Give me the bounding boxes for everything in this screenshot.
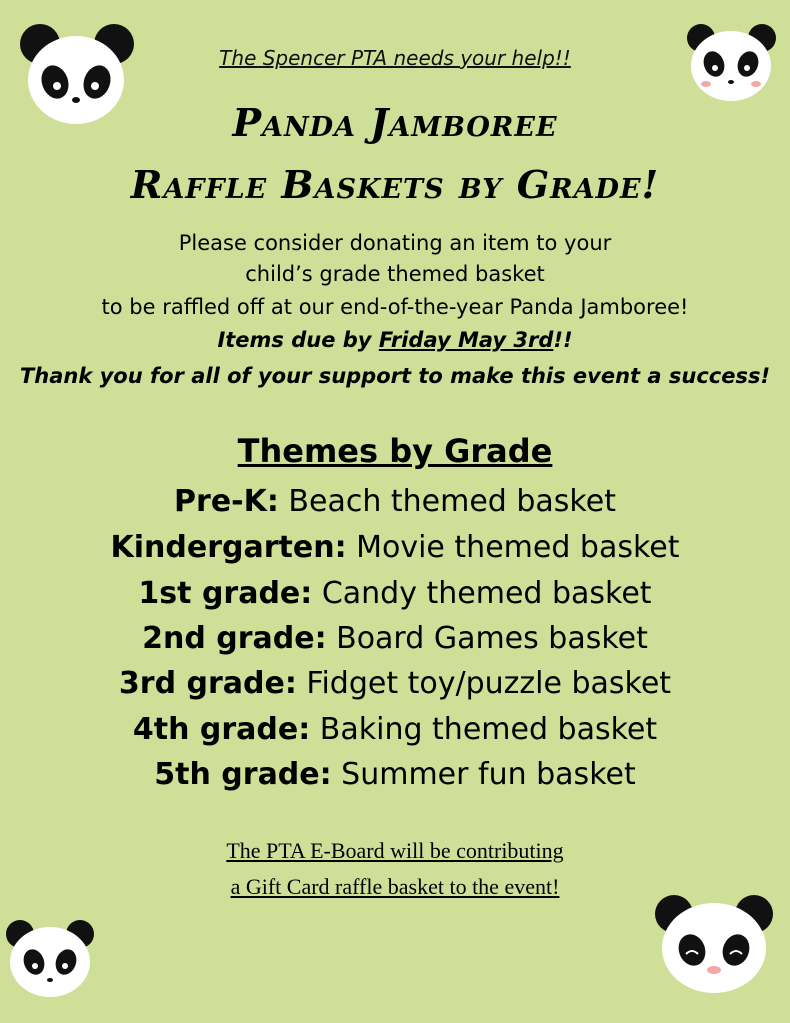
grade-label: 5th grade: bbox=[154, 757, 332, 792]
tagline: The Spencer PTA needs your help!! bbox=[219, 46, 571, 70]
theme-label: Board Games basket bbox=[326, 621, 648, 656]
grade-label: Pre-K: bbox=[174, 484, 279, 519]
theme-item bbox=[0, 712, 790, 747]
panda-face-icon bbox=[4, 914, 96, 1000]
due-prefix: Items due by bbox=[217, 328, 379, 352]
grade-label: 4th grade: bbox=[132, 712, 311, 747]
theme-label: Candy themed basket bbox=[312, 576, 652, 611]
grade-label: Kindergarten: bbox=[110, 530, 347, 565]
due-date-notice bbox=[0, 328, 790, 352]
theme-item bbox=[0, 666, 790, 701]
due-date: Friday May 3rd bbox=[378, 328, 554, 352]
theme-item bbox=[0, 484, 790, 519]
themes-heading: Themes by Grade bbox=[237, 432, 553, 470]
theme-label: Fidget toy/puzzle basket bbox=[296, 666, 672, 701]
thank-you-note: Thank you for all of your support to make this event a success! bbox=[19, 364, 771, 388]
grade-label: 3rd grade: bbox=[118, 666, 297, 701]
theme-item bbox=[0, 621, 790, 656]
theme-label: Movie themed basket bbox=[346, 530, 680, 565]
page-title: Panda Jamboree bbox=[232, 100, 558, 145]
panda-face-icon bbox=[652, 890, 776, 998]
theme-item bbox=[0, 576, 790, 611]
theme-label: Beach themed basket bbox=[278, 484, 616, 519]
footer-note: The PTA E-Board will be contributing bbox=[226, 838, 564, 863]
footer-note: a Gift Card raffle basket to the event! bbox=[230, 874, 560, 899]
theme-label: Summer fun basket bbox=[331, 757, 636, 792]
due-suffix: !! bbox=[553, 328, 573, 352]
page-subtitle: Raffle Baskets by Grade! bbox=[130, 162, 660, 207]
theme-label: Baking themed basket bbox=[310, 712, 658, 747]
theme-item bbox=[0, 530, 790, 565]
grade-label: 1st grade: bbox=[138, 576, 313, 611]
theme-item bbox=[0, 757, 790, 792]
grade-label: 2nd grade: bbox=[142, 621, 327, 656]
intro-line: to be raffled off at our end-of-the-year Panda Jamboree! bbox=[101, 295, 689, 319]
intro-line: child’s grade themed basket bbox=[245, 262, 545, 286]
intro-line: Please consider donating an item to your bbox=[178, 231, 612, 255]
